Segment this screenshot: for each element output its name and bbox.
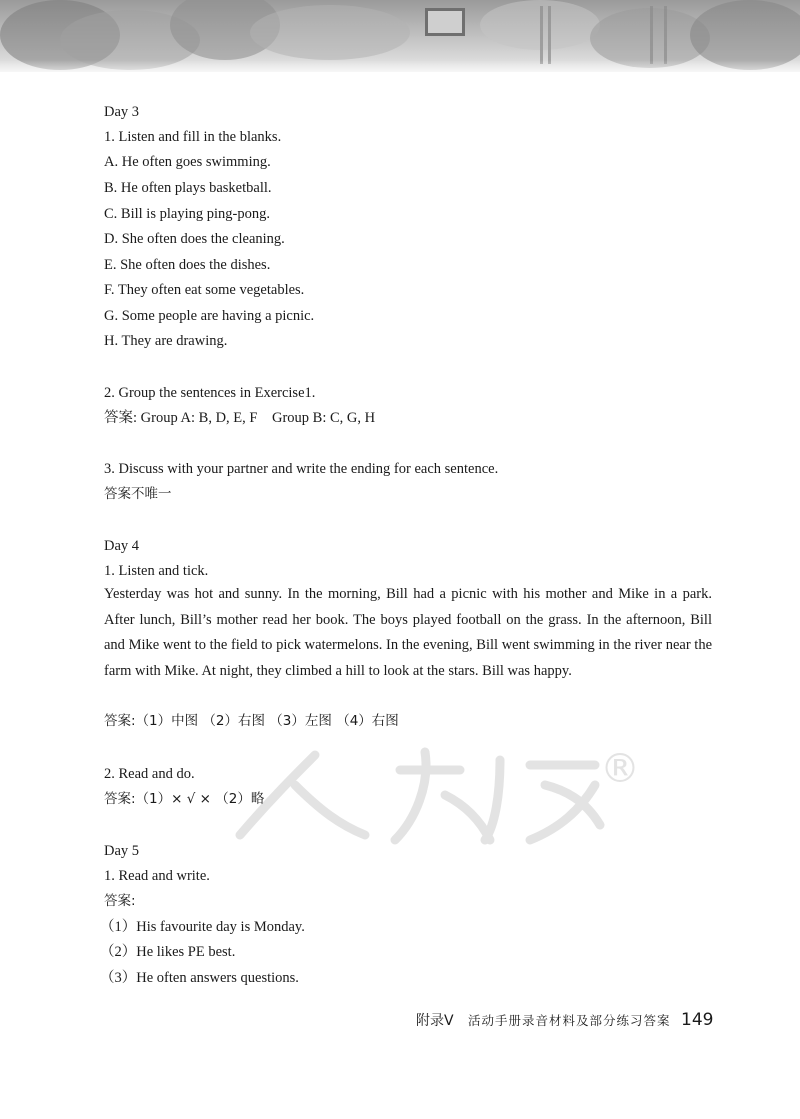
footer-title: 活动手册录音材料及部分练习答案 [468,1013,671,1028]
list-item: C. Bill is playing ping-pong. [104,206,270,222]
day3-ex3-answer: 答案不唯一 [104,486,172,502]
footer-section: 附录V [416,1013,454,1029]
day3-ex2-answer: 答案: Group A: B, D, E, F Group B: C, G, H [104,410,376,426]
day4-ex1-passage: Yesterday was hot and sunny. In the morning, Bill had a picnic with his mother and Mike in a park. After lunch, Bill’s mother read her book. The boys played football on the grass. In the afternoon, Bill and Mike went to the field to pick watermelons. In the evening, Bill went swimming in the river near the farm with Mike. At night, they climbed a hill to look at the stars. Bill was happy. [104,586,712,679]
day3-ex3-title: 3. Discuss with your partner and write the ending for each sentence. [104,461,499,477]
banner-fade [0,60,800,82]
page-number: 149 [681,1010,714,1030]
list-item: A. He often goes swimming. [104,154,271,170]
day4-ex1-title: 1. Listen and tick. [104,563,209,579]
day4-ex2-title: 2. Read and do. [104,766,195,782]
list-item: B. He often plays basketball. [104,180,272,196]
list-item: （3）He often answers questions. [100,970,299,986]
day4-ex1-answer: 答案:（1）中图 （2）右图 （3）左图 （4）右图 [104,713,399,729]
list-item: F. They often eat some vegetables. [104,282,305,298]
day5-ex1-title: 1. Read and write. [104,868,210,884]
day5-heading: Day 5 [104,843,140,859]
day5-answer-label: 答案: [104,893,136,909]
day4-ex2-answer: 答案:（1）× √ × （2）略 [104,791,265,807]
day3-heading: Day 3 [104,104,140,120]
page-footer [416,1010,713,1030]
watermark-logo [200,740,660,850]
list-item: E. She often does the dishes. [104,257,271,273]
list-item: D. She often does the cleaning. [104,231,285,247]
day3-ex2-title: 2. Group the sentences in Exercise1. [104,385,316,401]
day4-heading: Day 4 [104,538,140,554]
registered-mark: ® [600,746,640,792]
list-item: G. Some people are having a picnic. [104,308,315,324]
day3-ex1-title: 1. Listen and fill in the blanks. [104,129,282,145]
list-item: （1）His favourite day is Monday. [100,919,305,935]
list-item: H. They are drawing. [104,333,228,349]
list-item: （2）He likes PE best. [100,944,236,960]
